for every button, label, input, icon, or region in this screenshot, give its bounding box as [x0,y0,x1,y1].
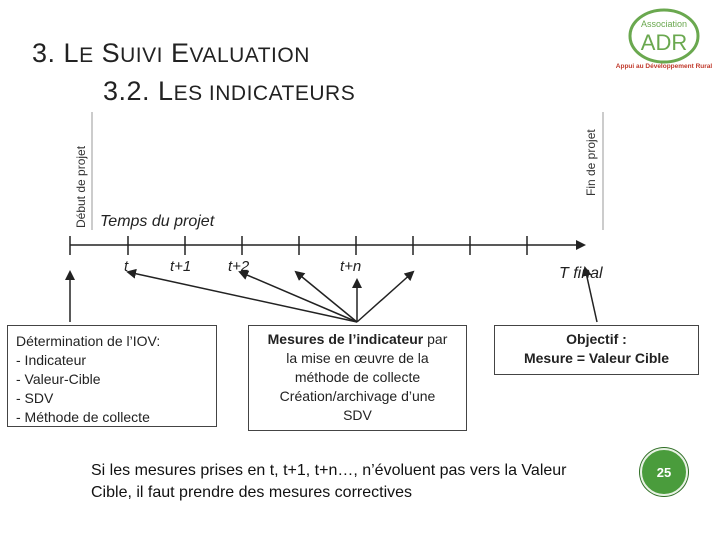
arrow-t2 [296,272,357,322]
timeline-axis-label: Temps du projet [100,213,215,230]
objectif-line1: Objectif : [566,331,627,347]
mesures-line: méthode de collecte [294,369,421,385]
mesures-line: Création/archivage d’une [279,388,436,404]
arrow-tn2 [357,272,413,322]
slide-title-line1: 3. LE SUIVI EVALUATION [32,38,310,68]
mesures-box [248,325,467,431]
determination-item: - Méthode de collecte [16,409,150,425]
arrow-t1 [240,272,357,322]
determination-box [7,325,217,427]
page-number-badge: 25 [640,448,688,496]
mesures-line: SDV [343,407,372,423]
tick-label-tn: t+n [340,258,362,275]
tick-label-t2: t+2 [228,258,250,275]
logo-name-text: ADR [640,30,688,55]
objectif-box [494,325,699,375]
slide-title-line2: 3.2. LES INDICATEURS [103,76,356,106]
tick-label-t: t [124,258,129,275]
project-start-label: Début de projet [74,145,88,228]
tick-label-final: T final [559,265,603,282]
project-end-label: Fin de projet [584,129,598,196]
mesures-line: la mise en œuvre de la [286,350,429,366]
logo-association-text: Association [640,19,688,29]
logo-tagline-text: Appui au Développement Rural [615,63,713,70]
determination-item: - Indicateur [16,352,87,368]
determination-item: - SDV [16,390,54,406]
determination-item: - Valeur-Cible [16,371,101,387]
determination-title: Détermination de l’IOV: [16,333,161,349]
corrective-note: Si les mesures prises en t, t+1, t+n…, n’évoluent pas vers la Valeur Cible, il faut prendre des mesures correctives [91,462,567,501]
arrow-t [128,272,357,322]
mesures-title: Mesures de l’indicateur par [267,331,448,347]
objectif-line2: Mesure = Valeur Cible [523,350,670,366]
tick-label-t1: t+1 [170,258,192,275]
